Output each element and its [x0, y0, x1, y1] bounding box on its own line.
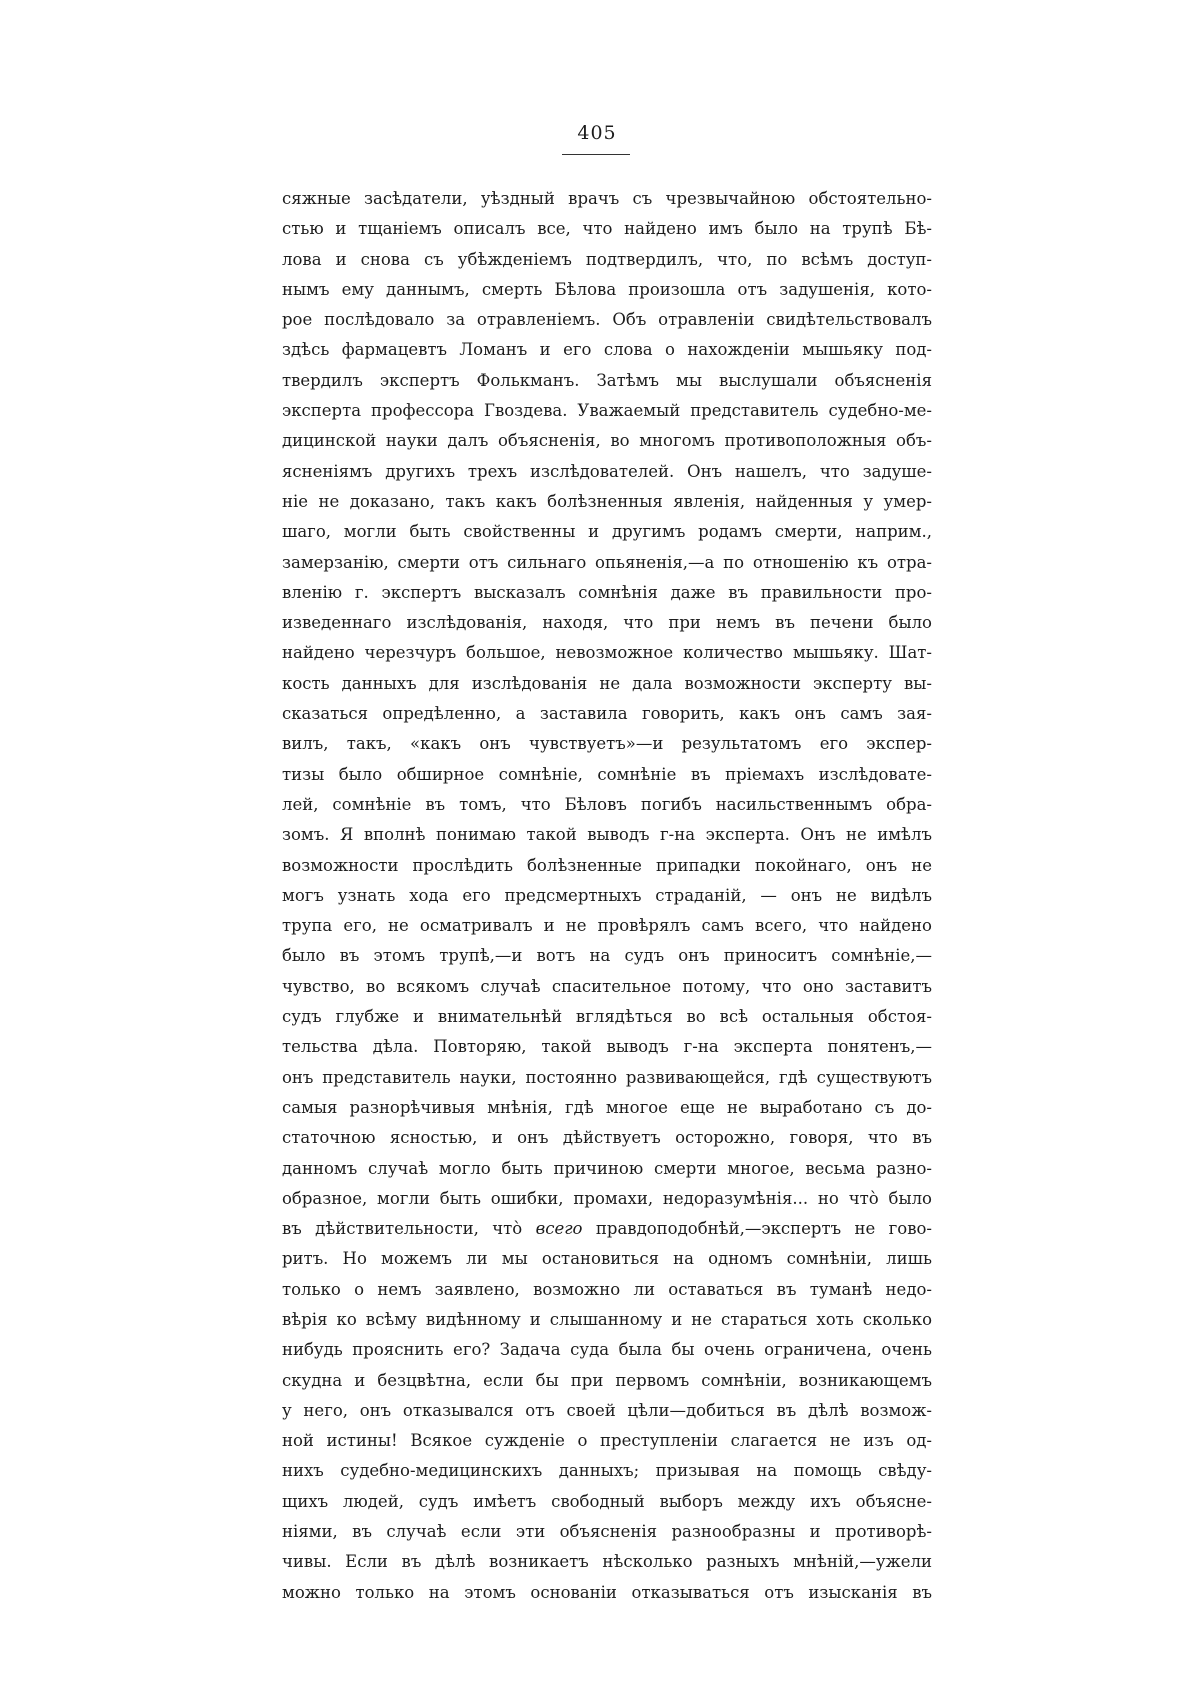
page-number: 405: [577, 122, 617, 144]
text-line: вѣрія ко всѣму видѣнному и слышанному и не стараться хоть сколько: [282, 1309, 932, 1329]
text-line: дицинской науки далъ объясненія, во многомъ противоположныя объ-: [282, 431, 932, 451]
text-line: нымъ ему даннымъ, смерть Бѣлова произошла отъ задушенія, кото-: [282, 279, 932, 299]
text-line: вилъ, такъ, «какъ онъ чувствуетъ»—и результатомъ его экспер-: [282, 734, 932, 754]
body-text: [282, 184, 932, 1608]
text-line: только о немъ заявлено, возможно ли оставаться въ туманѣ недо-: [282, 1279, 932, 1299]
text-line: образное, могли быть ошибки, промахи, недоразумѣнія... но что̀ было: [282, 1188, 932, 1208]
text-line: можно только на этомъ основаніи отказываться отъ изысканія въ: [282, 1582, 932, 1602]
text-line: нибудь прояснить его? Задача суда была бы очень ограничена, очень: [282, 1340, 932, 1360]
text-line: скудна и безцвѣтна, если бы при первомъ сомнѣніи, возникающемъ: [282, 1370, 932, 1390]
text-line: лей, сомнѣніе въ томъ, что Бѣловъ погибъ насильственнымъ обра-: [282, 794, 932, 814]
text-line: найдено черезчуръ большое, невозможное количество мышьяку. Шат-: [282, 643, 932, 663]
text-line: рое послѣдовало за отравленіемъ. Объ отравленіи свидѣтельствовалъ: [282, 310, 932, 330]
text-line: твердилъ экспертъ Фолькманъ. Затѣмъ мы выслушали объясненія: [282, 370, 932, 390]
text-line: сяжные засѣдатели, уѣздный врачъ съ чрезвычайною обстоятельно-: [282, 189, 932, 208]
text-line: эксперта профессора Гвоздева. Уважаемый представитель судебно-ме-: [282, 401, 932, 421]
text-line: сказаться опредѣленно, а заставила говорить, какъ онъ самъ зая-: [282, 704, 932, 724]
text-line: было въ этомъ трупѣ,—и вотъ на судъ онъ приноситъ сомнѣніе,—: [282, 946, 932, 966]
text-line: кость данныхъ для изслѣдованія не дала возможности эксперту вы-: [282, 673, 932, 693]
text-line: здѣсь фармацевтъ Ломанъ и его слова о нахожденіи мышьяку под-: [282, 340, 932, 360]
text-line: судъ глубже и внимательнѣй вглядѣться во всѣ остальныя обстоя-: [282, 1007, 932, 1027]
text-line: трупа его, не осматривалъ и не провѣрялъ самъ всего, что найдено: [282, 916, 932, 936]
text-line: возможности прослѣдить болѣзненные припадки покойнаго, онъ не: [282, 855, 932, 875]
text-line: замерзанію, смерти отъ сильнаго опьяненія,—а по отношенію къ отра-: [282, 552, 932, 572]
text-line: чивы. Если въ дѣлѣ возникаетъ нѣсколько разныхъ мнѣній,—ужели: [282, 1552, 932, 1572]
text-line: стью и тщаніемъ описалъ все, что найдено имъ было на трупѣ Бѣ-: [282, 219, 932, 239]
text-line: нихъ судебно-медицинскихъ данныхъ; призывая на помощь свѣду-: [282, 1461, 932, 1481]
text-line: онъ представитель науки, постоянно развивающейся, гдѣ существуютъ: [282, 1067, 932, 1087]
text-line: чувство, во всякомъ случаѣ спасительное потому, что оно заставитъ: [282, 976, 932, 996]
text-line: тельства дѣла. Повторяю, такой выводъ г-на эксперта понятенъ,—: [282, 1037, 932, 1057]
text-line: статочною ясностью, и онъ дѣйствуетъ осторожно, говоря, что въ: [282, 1128, 932, 1148]
text-line: могъ узнать хода его предсмертныхъ страданій, — онъ не видѣлъ: [282, 885, 932, 905]
text-line: въ дѣйствительности, что̀ всего правдоподобнѣй,—экспертъ не гово-: [282, 1219, 932, 1239]
text-line: изведеннаго изслѣдованія, находя, что при немъ въ печени было: [282, 613, 932, 633]
text-line: зомъ. Я вполнѣ понимаю такой выводъ г-на эксперта. Онъ не имѣлъ: [282, 825, 932, 845]
text-line: ніе не доказано, такъ какъ болѣзненныя явленія, найденныя у умер-: [282, 491, 932, 511]
text-line: ніями, въ случаѣ если эти объясненія разнообразны и противорѣ-: [282, 1522, 932, 1542]
text-line: у него, онъ отказывался отъ своей цѣли—добиться въ дѣлѣ возмож-: [282, 1400, 932, 1420]
text-line: самыя разнорѣчивыя мнѣнія, гдѣ многое еще не выработано съ до-: [282, 1097, 932, 1117]
text-line: ной истины! Всякое сужденіе о преступленіи слагается не изъ од-: [282, 1431, 932, 1451]
text-line: данномъ случаѣ могло быть причиною смерти многое, весьма разно-: [282, 1158, 932, 1178]
text-line: ритъ. Но можемъ ли мы остановиться на одномъ сомнѣніи, лишь: [282, 1249, 932, 1269]
text-line: ясненіямъ другихъ трехъ изслѣдователей. Онъ нашелъ, что задуше-: [282, 461, 932, 481]
text-line: щихъ людей, судъ имѣетъ свободный выборъ между ихъ объясне-: [282, 1491, 932, 1511]
text-line: вленію г. экспертъ высказалъ сомнѣнія даже въ правильности про-: [282, 582, 932, 602]
text-line: лова и снова съ убѣжденіемъ подтвердилъ, что, по всѣмъ доступ-: [282, 249, 932, 269]
text-line: шаго, могли быть свойственны и другимъ родамъ смерти, наприм.,: [282, 522, 932, 542]
text-line: тизы было обширное сомнѣніе, сомнѣніе въ пріемахъ изслѣдовате-: [282, 764, 932, 784]
page-number-underline: [562, 154, 630, 155]
